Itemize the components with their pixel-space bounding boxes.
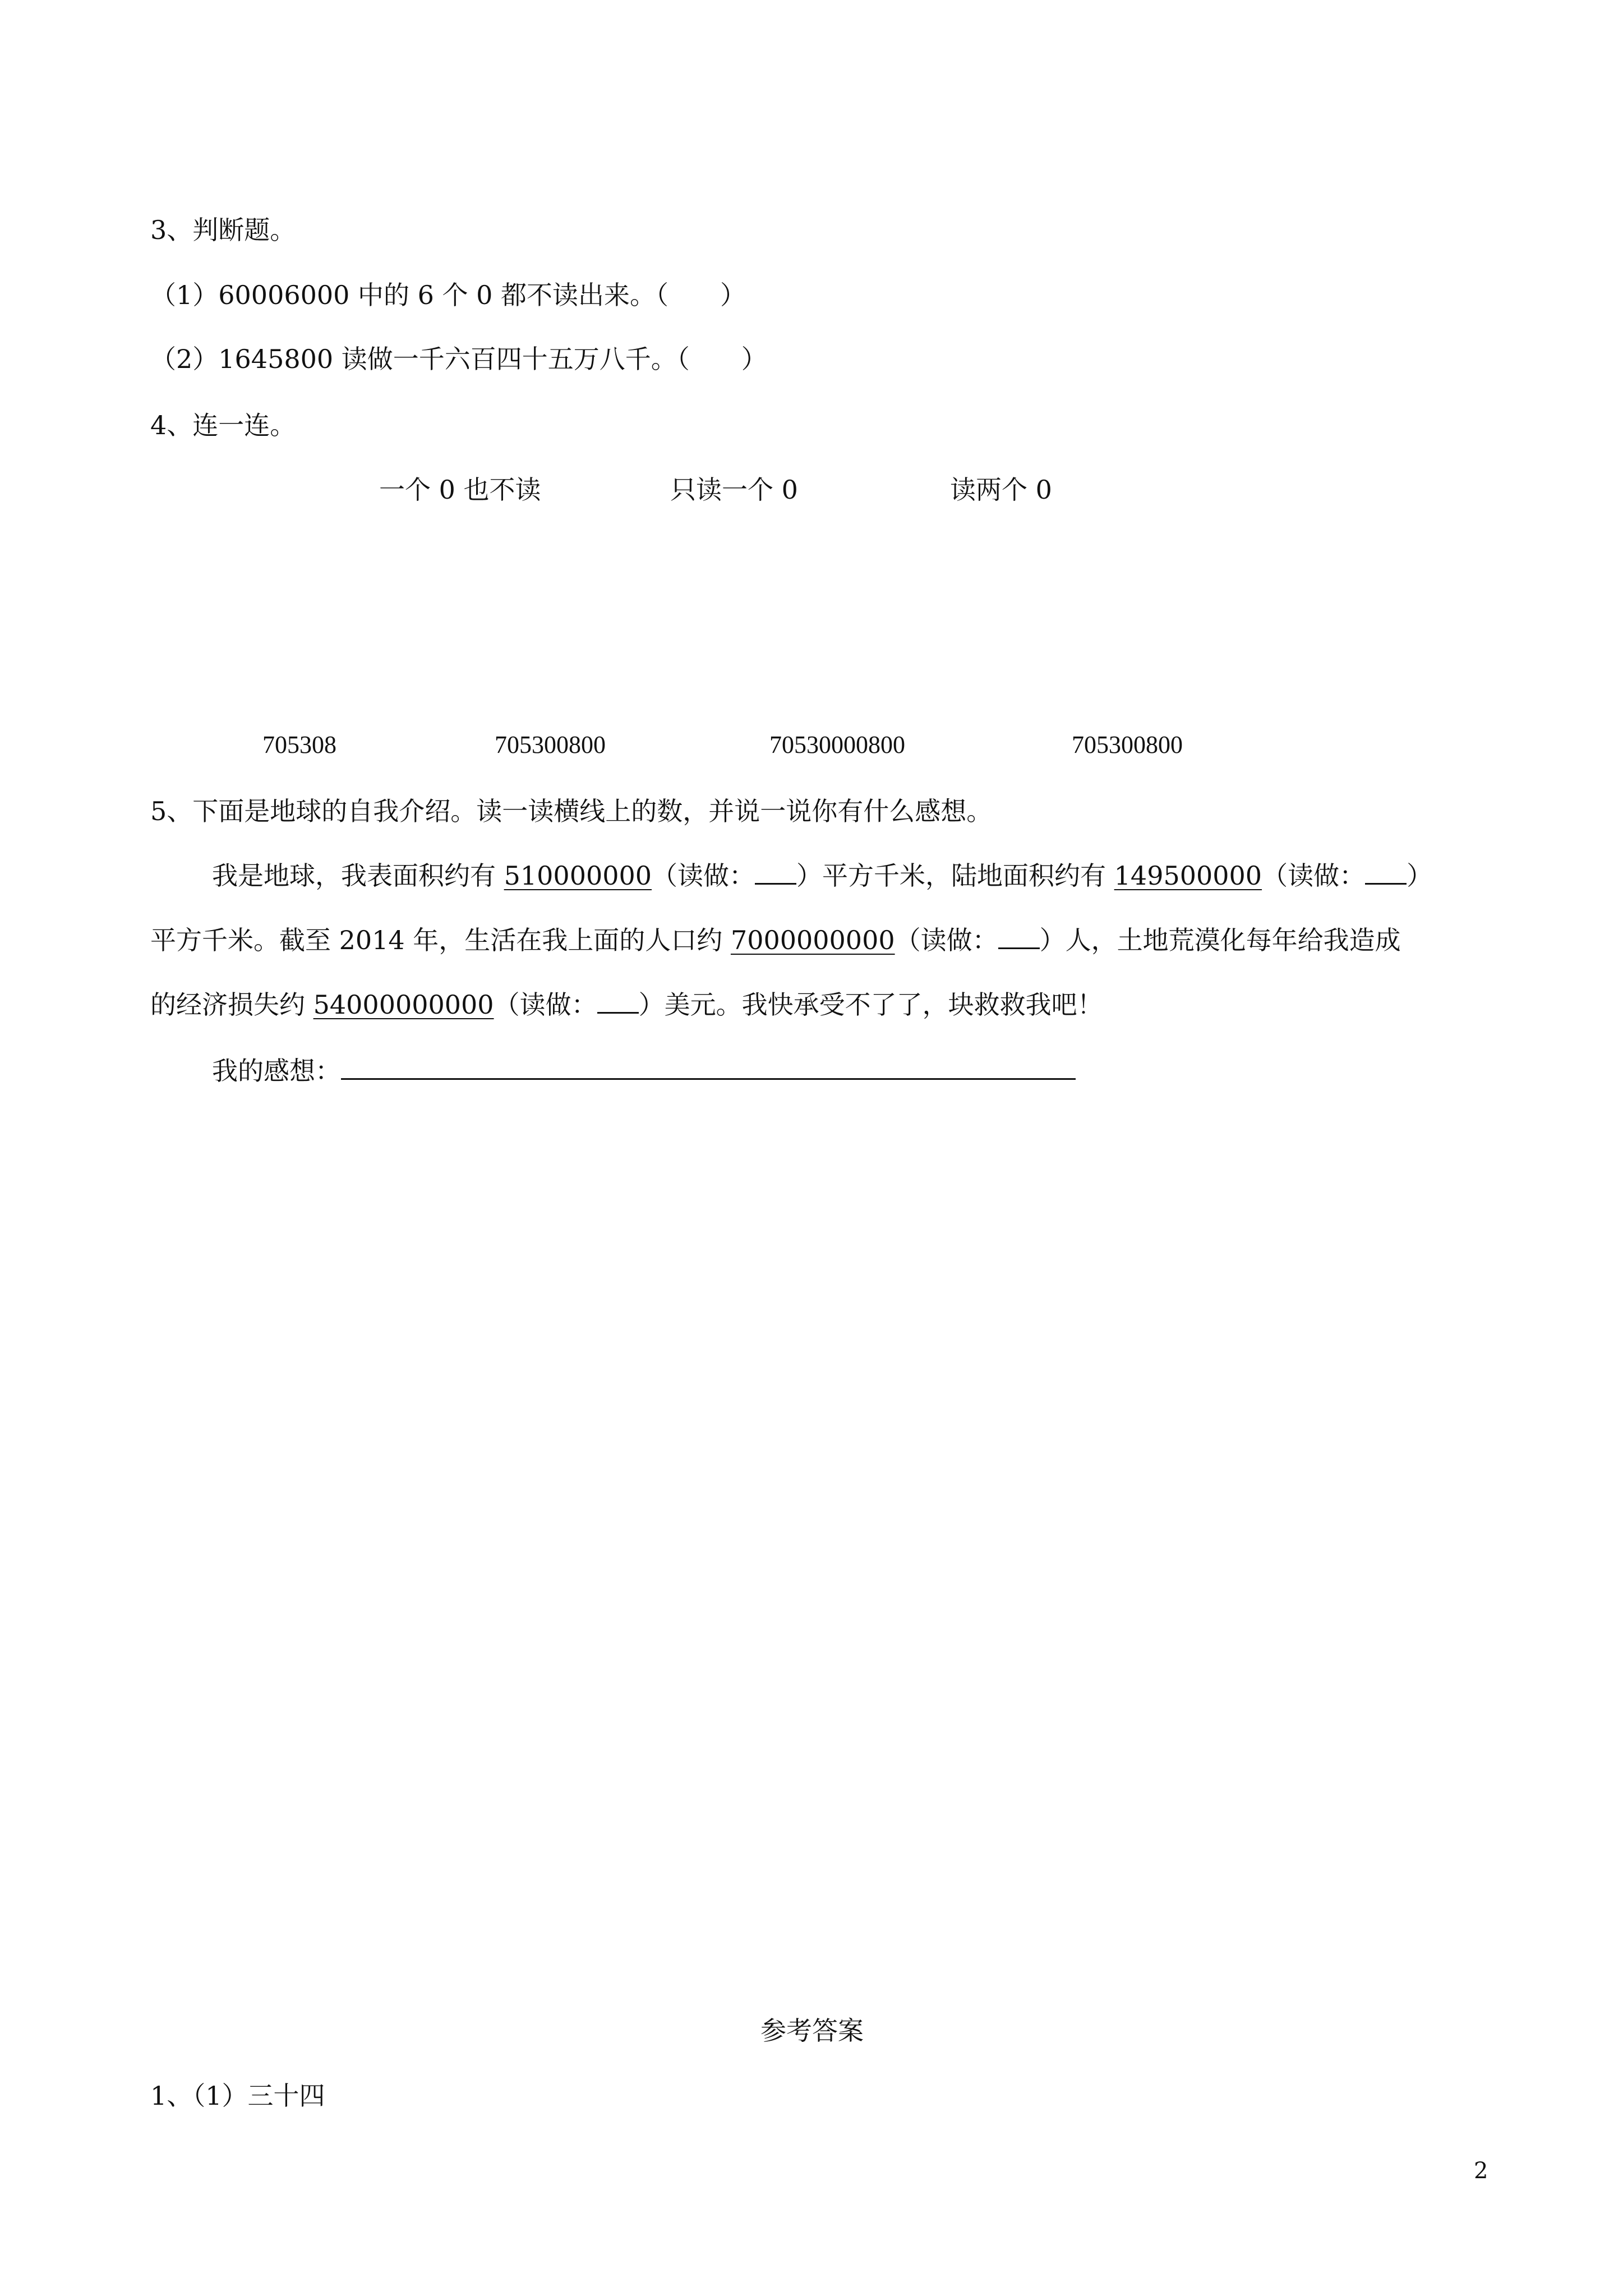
page-number: 2 xyxy=(1474,2158,1488,2184)
answer-1: 1、（1）三十四 xyxy=(150,2081,325,2111)
text-fragment: （读做： xyxy=(494,990,597,1020)
question-4-title: 4、连一连。 xyxy=(150,410,296,440)
text-fragment: （读做： xyxy=(652,861,755,891)
match-option-1: 一个 0 也不读 xyxy=(379,475,541,505)
feeling-line xyxy=(212,1053,1076,1088)
text-fragment: 我是地球，我表面积约有 xyxy=(212,861,504,891)
underlined-number: 7000000000 xyxy=(730,925,895,955)
question-5-para-line-1 xyxy=(212,858,1432,892)
text-fragment: ）平方千米，陆地面积约有 xyxy=(796,861,1114,891)
feeling-label: 我的感想： xyxy=(212,1056,341,1086)
answers-title: 参考答案 xyxy=(760,2016,864,2046)
feeling-answer-line[interactable] xyxy=(341,1053,1076,1080)
text-fragment: 的经济损失约 xyxy=(150,990,313,1020)
underlined-number: 510000000 xyxy=(504,861,652,891)
match-option-2: 只读一个 0 xyxy=(670,475,798,505)
match-option-3: 读两个 0 xyxy=(950,475,1052,505)
question-5-para-line-2 xyxy=(150,923,1401,957)
match-number-2: 705300800 xyxy=(495,731,606,758)
match-number-1: 705308 xyxy=(262,731,336,758)
question-3-item-2: （2）1645800 读做一千六百四十五万八千。（ ） xyxy=(150,344,767,374)
match-number-4: 705300800 xyxy=(1072,731,1183,758)
match-number-3: 70530000800 xyxy=(769,731,905,758)
answer-blank[interactable] xyxy=(755,858,796,885)
text-fragment: ） xyxy=(1407,861,1433,891)
text-fragment: ）人，土地荒漠化每年给我造成 xyxy=(1039,925,1401,955)
question-5-para-line-3 xyxy=(150,987,1103,1022)
question-3-title: 3、判断题。 xyxy=(150,215,296,245)
text-fragment: ）美元。我快承受不了了，块救救我吧！ xyxy=(638,990,1103,1020)
underlined-number: 54000000000 xyxy=(313,990,494,1020)
question-5-title: 5、下面是地球的自我介绍。读一读横线上的数，并说一说你有什么感想。 xyxy=(150,796,993,826)
question-3-item-1: （1）60006000 中的 6 个 0 都不读出来。（ ） xyxy=(150,280,746,310)
text-fragment: （读做： xyxy=(895,925,998,955)
text-fragment: （读做： xyxy=(1262,861,1366,891)
answer-blank[interactable] xyxy=(597,987,639,1014)
underlined-number: 149500000 xyxy=(1114,861,1262,891)
answer-blank[interactable] xyxy=(1365,858,1407,885)
answer-blank[interactable] xyxy=(998,923,1040,949)
text-fragment: 平方千米。截至 2014 年，生活在我上面的人口约 xyxy=(150,925,731,955)
